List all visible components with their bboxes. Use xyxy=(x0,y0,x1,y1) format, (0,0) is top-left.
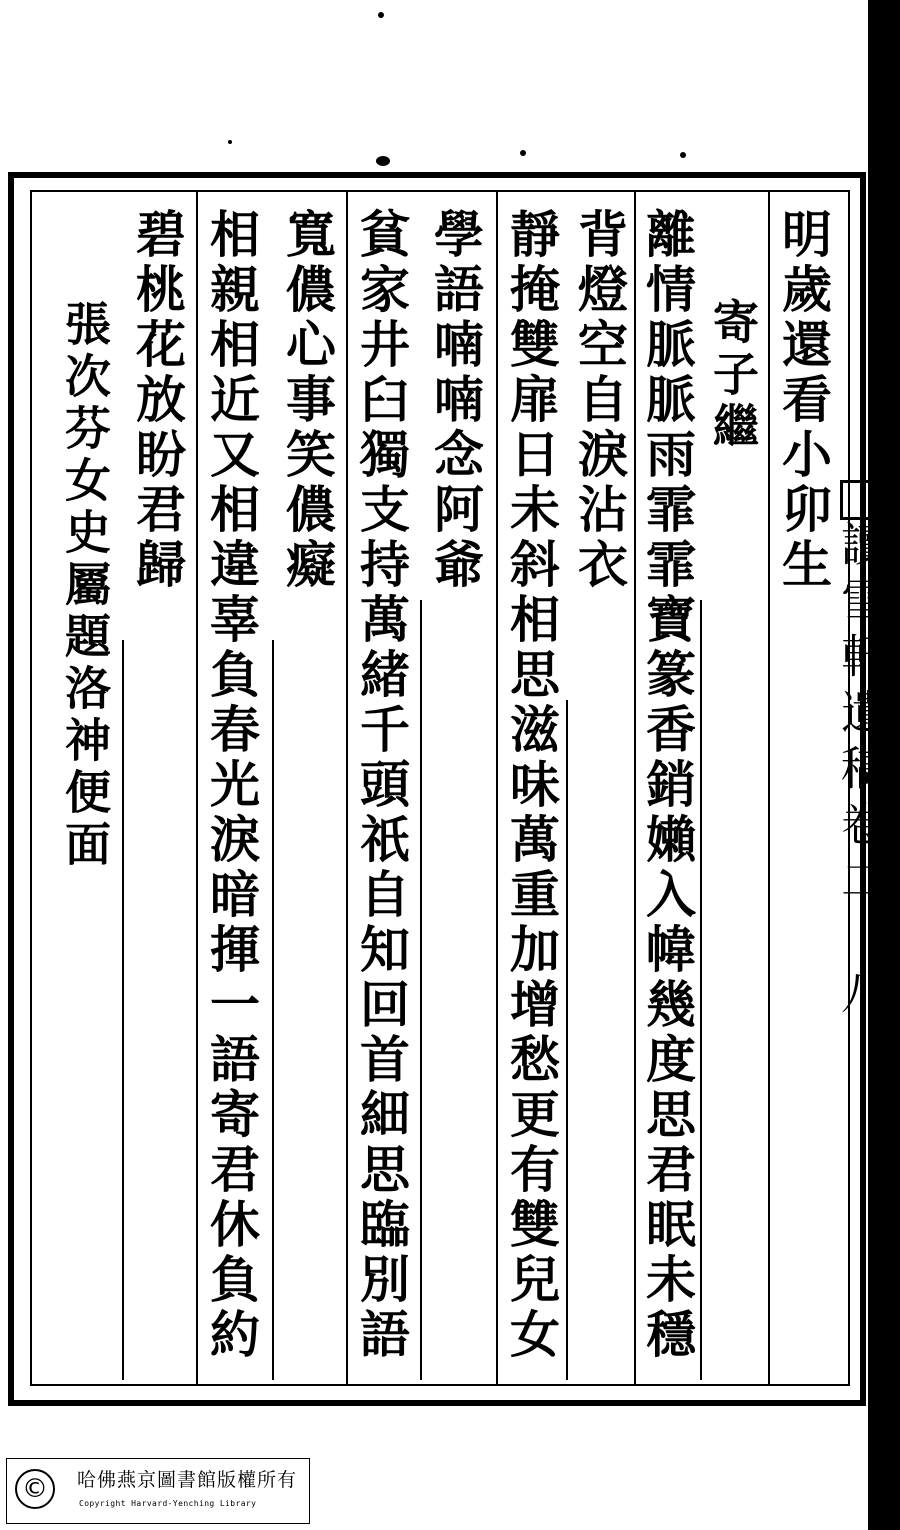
text-column: 靜掩雙扉日未斜相思滋味萬重加增愁更有雙兒女 xyxy=(502,208,561,1363)
poem-title: 張次芬女史屬題洛神便面 xyxy=(58,300,112,872)
ink-speck xyxy=(378,12,384,18)
text-column: 寬儂心事笑儂癡 xyxy=(278,208,337,593)
text-column: 貧家井臼獨支持萬緒千頭祇自知回首細思臨別語 xyxy=(352,208,411,1363)
text-column: 明歲還看小卯生 xyxy=(774,208,833,593)
ink-speck xyxy=(680,152,686,158)
text-column: 碧桃花放盼君歸 xyxy=(128,208,187,593)
copyright-symbol: © xyxy=(15,1469,55,1509)
column-rule xyxy=(272,640,274,1380)
column-rule xyxy=(768,190,770,1386)
column-rule xyxy=(122,640,124,1380)
column-rule xyxy=(196,190,198,1386)
text-column: 相親相近又相違辜負春光淚暗揮一語寄君休負約 xyxy=(202,208,261,1363)
copyright-chinese: 哈佛燕京圖書館版權所有 xyxy=(77,1469,298,1491)
column-rule xyxy=(700,600,702,1380)
copyright-stamp xyxy=(6,1458,310,1524)
column-rule xyxy=(634,190,636,1386)
ink-speck xyxy=(376,156,390,166)
text-column: 背燈空自淚沾衣 xyxy=(570,208,629,593)
column-rule xyxy=(346,190,348,1386)
column-rule xyxy=(496,190,498,1386)
ink-speck xyxy=(228,140,232,144)
column-rule xyxy=(566,700,568,1380)
margin-box xyxy=(840,480,868,520)
text-column: 學語喃喃念阿爺 xyxy=(426,208,485,593)
column-rule xyxy=(420,600,422,1380)
poem-title: 寄子繼 xyxy=(706,298,760,454)
running-header: 讀雪軒遺稿卷二 八 xyxy=(834,520,888,1024)
ink-speck xyxy=(520,150,526,156)
text-column: 離情脈脈雨霏霏寶篆香銷嬾入幃幾度思君眠未穩 xyxy=(638,208,697,1363)
copyright-english: Copyright Harvard-Yenching Library xyxy=(79,1499,257,1508)
